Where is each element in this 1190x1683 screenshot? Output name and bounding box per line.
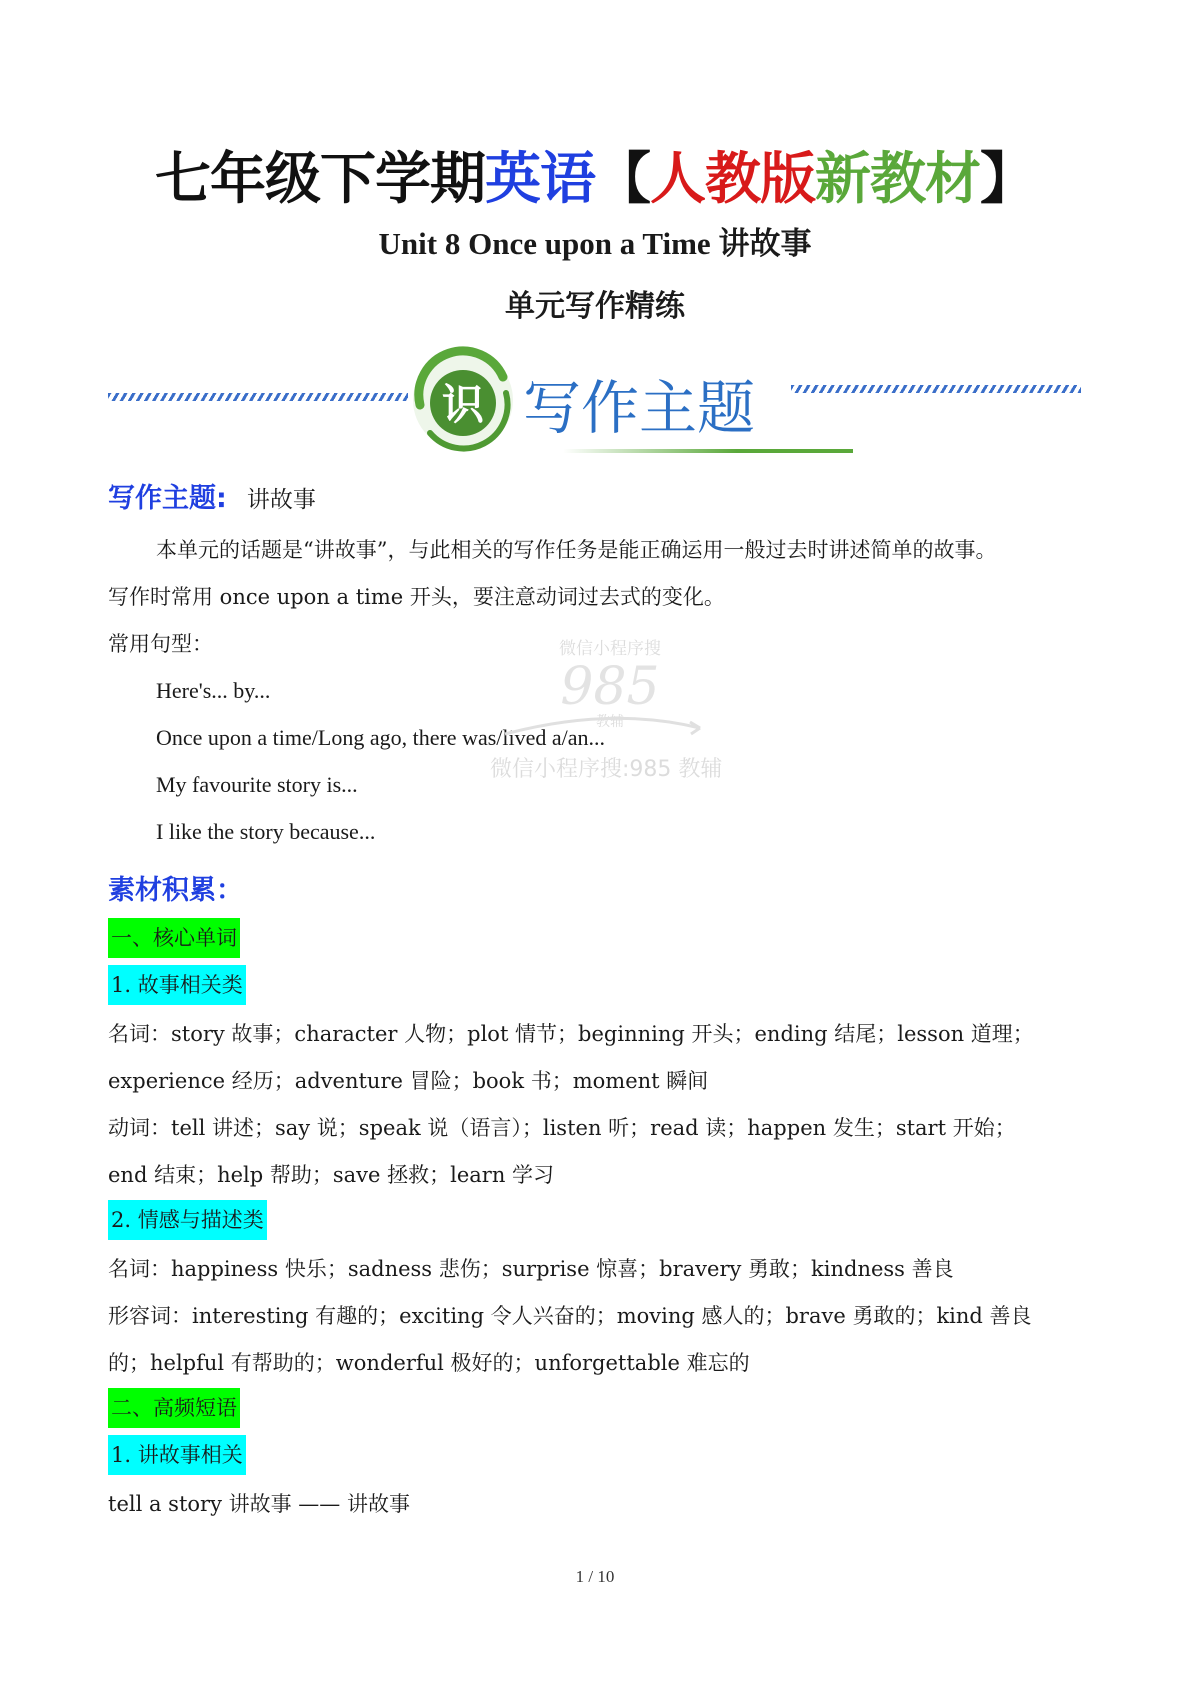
pattern-item: My favourite story is... bbox=[156, 772, 358, 797]
intro-line-2: 写作时常用 once upon a time 开头，要注意动词过去式的变化。 bbox=[108, 585, 725, 609]
core-words-heading: 一、核心单词 bbox=[108, 918, 240, 958]
writing-topic bbox=[108, 476, 316, 515]
intro-line-1: 本单元的话题是“讲故事”，与此相关的写作任务是能正确运用一般过去时讲述简单的故事。 bbox=[156, 538, 997, 562]
watermark-number: 985 bbox=[560, 657, 660, 717]
topic-label: 写作主题: bbox=[108, 483, 227, 514]
topic-value: 讲故事 bbox=[246, 487, 316, 513]
title-bracket-close: 】 bbox=[980, 147, 1035, 212]
watermark-mid-text: 教辅 bbox=[596, 714, 624, 730]
banner-underline bbox=[563, 449, 853, 453]
title-edition: 新教材 bbox=[815, 147, 980, 212]
unit-title: Unit 8 Once upon a Time 讲故事 bbox=[378, 226, 812, 261]
writing-topic-banner bbox=[108, 345, 1083, 465]
vocab-line: 名词：story 故事；character 人物；plot 情节；beginning 开头；ending 结尾；lesson 道理； bbox=[108, 1022, 1034, 1046]
phrase-line: tell a story 讲故事 —— 讲故事 bbox=[108, 1492, 410, 1516]
vocab-line: 名词：happiness 快乐；sadness 悲伤；surprise 惊喜；bravery 勇敢；kindness 善良 bbox=[108, 1257, 954, 1281]
story-words-subheading: 1. 故事相关类 bbox=[108, 965, 246, 1005]
storytelling-phrases-subheading: 1. 讲故事相关 bbox=[108, 1435, 246, 1475]
watermark-text: 微信小程序搜:985 教辅 bbox=[490, 757, 723, 782]
main-title bbox=[0, 148, 1190, 212]
materials-heading: 素材积累： bbox=[108, 875, 243, 906]
patterns-label: 常用句型： bbox=[108, 632, 213, 656]
phrases-heading: 二、高频短语 bbox=[108, 1388, 240, 1428]
banner-logo-icon bbox=[408, 345, 518, 455]
banner-stripe-left bbox=[108, 393, 408, 401]
title-subject: 英语 bbox=[485, 147, 595, 212]
emotion-words-subheading: 2. 情感与描述类 bbox=[108, 1200, 267, 1240]
title-publisher: 人教版 bbox=[650, 147, 815, 212]
pattern-item: Here's... by... bbox=[156, 678, 271, 703]
banner-logo-char: 识 bbox=[441, 380, 485, 429]
banner-stripe-right bbox=[791, 385, 1081, 393]
title-bracket-open: 【 bbox=[595, 147, 650, 212]
banner-title: 写作主题 bbox=[523, 374, 756, 442]
watermark-top-text: 微信小程序搜 bbox=[559, 639, 661, 659]
vocab-line: experience 经历；adventure 冒险；book 书；moment 瞬间 bbox=[108, 1069, 709, 1093]
pattern-item: Once upon a time/Long ago, there was/lived a/an... bbox=[156, 725, 606, 750]
vocab-line: 形容词：interesting 有趣的；exciting 令人兴奋的；moving 感人的；brave 勇敢的；kind 善良 bbox=[108, 1304, 1032, 1328]
page-number: 1 / 10 bbox=[575, 1567, 615, 1586]
pattern-item: I like the story because... bbox=[156, 819, 376, 844]
title-grade: 七年级下学期 bbox=[155, 147, 485, 212]
section-subtitle: 单元写作精练 bbox=[505, 289, 685, 324]
vocab-line: end 结束；help 帮助；save 拯救；learn 学习 bbox=[108, 1163, 555, 1187]
vocab-line: 的；helpful 有帮助的；wonderful 极好的；unforgettable 难忘的 bbox=[108, 1351, 750, 1375]
vocab-line: 动词：tell 讲述；say 说；speak 说（语言）；listen 听；read 读；happen 发生；start 开始； bbox=[108, 1116, 1016, 1140]
